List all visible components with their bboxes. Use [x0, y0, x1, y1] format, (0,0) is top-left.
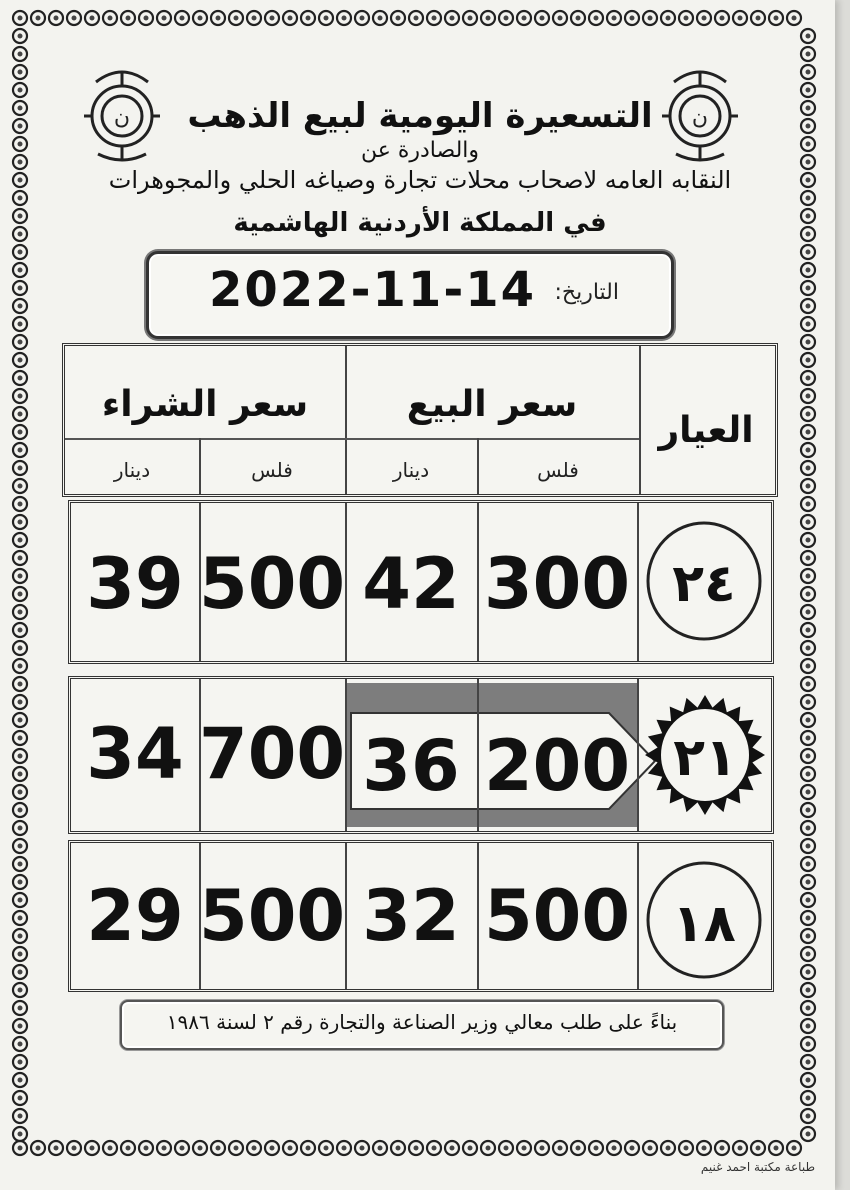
country-name: في المملكة الأردنية الهاشمية: [233, 208, 607, 238]
table-row: [68, 500, 774, 664]
table-row: [68, 676, 774, 834]
svg-text:ن: ن: [691, 105, 709, 130]
buy-dinar-label: دينار: [113, 458, 151, 482]
selling-price-header: سعر البيع: [406, 384, 578, 425]
date-value: 2022-11-14: [209, 262, 537, 318]
buy-fils-value: 500: [199, 875, 346, 957]
organization-name: النقابه العامه لاصحاب محلات تجارة وصياغه الحلي والمجوهرات: [108, 166, 732, 194]
karat-value: ٢٤: [672, 554, 736, 614]
buying-price-header: سعر الشراء: [101, 384, 309, 425]
footnote-box: [120, 1000, 724, 1050]
date-label: التاريخ:: [554, 280, 619, 305]
page-title: التسعيرة اليومية لبيع الذهب: [187, 96, 653, 136]
sell-dinar-value: 42: [362, 543, 460, 625]
table-row: [68, 840, 774, 992]
printer-credit: طباعة مكتبة احمد غنيم: [700, 1160, 815, 1174]
buy-fils-label: فلس: [251, 458, 293, 482]
buy-fils-value: 700: [199, 713, 346, 795]
buy-dinar-value: 39: [86, 543, 184, 625]
karat-value: ٢١: [673, 728, 737, 788]
sell-dinar-label: دينار: [392, 458, 430, 482]
buy-dinar-value: 29: [86, 875, 184, 957]
issued-by-text: والصادرة عن: [360, 138, 480, 163]
svg-text:ن: ن: [113, 105, 131, 130]
karat-header: العيار: [658, 410, 754, 451]
sell-fils-value: 300: [483, 543, 631, 625]
sell-fils-value: 200: [483, 725, 631, 807]
table-header: [62, 343, 778, 497]
karat-value: ١٨: [672, 894, 736, 954]
sell-fils-label: فلس: [537, 458, 579, 482]
sell-dinar-value: 36: [362, 725, 460, 807]
starburst-icon: [643, 685, 767, 825]
sell-fils-value: 500: [483, 875, 631, 957]
buy-dinar-value: 34: [86, 713, 184, 795]
buy-fils-value: 500: [199, 543, 346, 625]
karat-circle: [643, 857, 765, 983]
karat-circle: [643, 517, 765, 645]
gear-emblem-icon: [76, 62, 168, 170]
sell-dinar-value: 32: [362, 875, 460, 957]
date-box: [146, 251, 674, 339]
footnote-text: بناءً على طلب معالي وزير الصناعة والتجارة رقم ٢ لسنة ١٩٨٦: [166, 1010, 678, 1034]
